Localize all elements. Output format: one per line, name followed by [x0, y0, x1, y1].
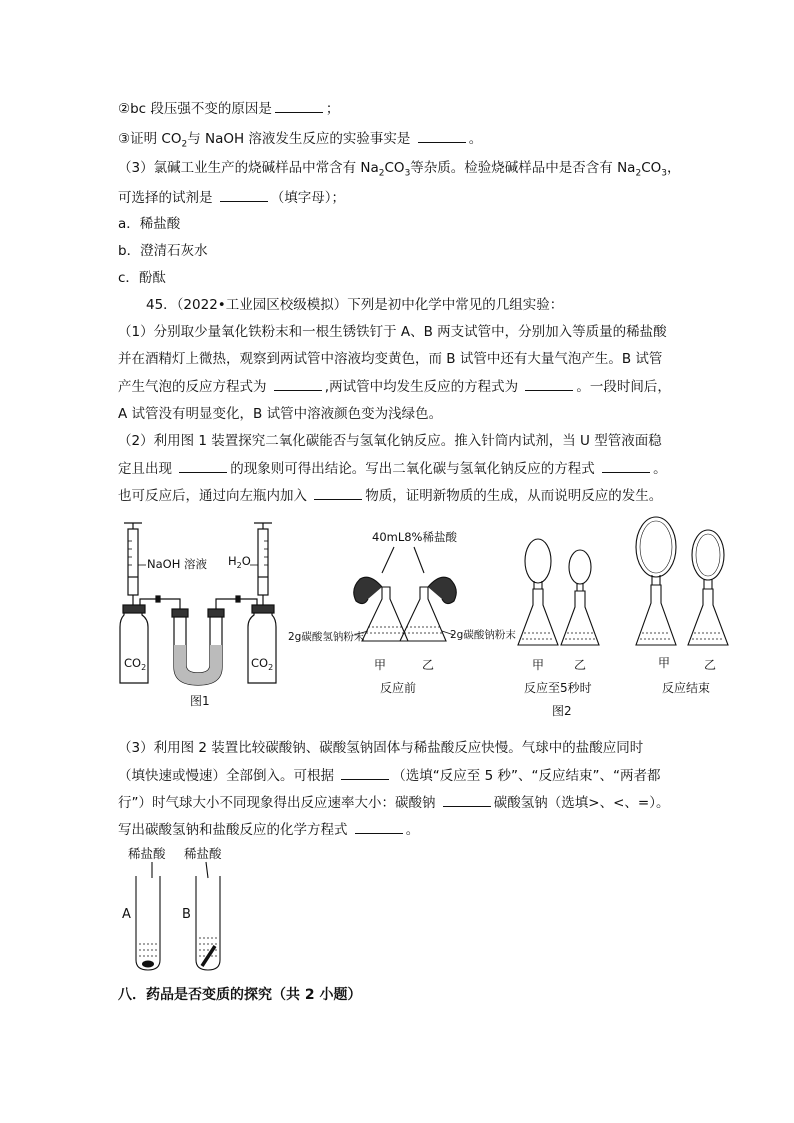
co2-left-label: $CO_2$ — [124, 656, 147, 672]
text: 也可反应后，通过向左瓶内加入 — [118, 488, 307, 504]
figure-2-apparatus — [286, 515, 736, 725]
answer-blank[interactable] — [602, 458, 650, 473]
text: ； — [325, 101, 340, 117]
right-co2-bottle — [248, 610, 276, 683]
subscript: 2 — [181, 139, 188, 150]
text: 碳酸氢钠（选填>、<、=）。 — [493, 795, 670, 811]
text: 等杂质。检验烧碱样品中是否含有 Na — [410, 160, 636, 176]
text: ②bc 段压强不变的原因是 — [118, 101, 272, 117]
label-b: B — [182, 907, 191, 922]
flask-jia-end — [636, 585, 676, 645]
balloon-yi-drooping — [428, 577, 456, 603]
right-powder-label: 2g碳酸钠粉末 — [450, 629, 516, 641]
left-powder-label: 2g碳酸氢钠粉末 — [288, 631, 365, 643]
iron-oxide-powder — [142, 961, 154, 968]
caption-before: 反应前 — [380, 681, 417, 695]
text: 。 — [468, 131, 483, 147]
text: （选填“反应至 5 秒”、“反应结束”、“两者都 — [392, 768, 661, 784]
option-b: b．澄清石灰水 — [118, 243, 208, 259]
yi-label-1: 乙 — [422, 658, 435, 672]
option-a: a．稀盐酸 — [118, 216, 181, 232]
p1-line2: 并在酒精灯上微热，观察到两试管中溶液均变黄色，而 B 试管中还有大量气泡产生。B 试管 — [118, 351, 663, 367]
yi-label-3: 乙 — [704, 658, 717, 672]
line-reagent — [118, 187, 345, 208]
p2-line3 — [118, 485, 662, 506]
answer-blank[interactable] — [443, 792, 491, 807]
p3-line4 — [118, 819, 419, 840]
question-45-title: 45．（2022•工业园区校级模拟）下列是初中化学中常见的几组实验： — [146, 297, 564, 313]
co2-right-label: $CO_2$ — [251, 656, 274, 672]
text: （填快速或慢速）全部倒入。可根据 — [118, 768, 334, 784]
p2-line2 — [118, 458, 667, 479]
flask-yi-end — [688, 589, 728, 645]
balloon-yi-5s — [569, 550, 591, 584]
text: 定且出现 — [118, 461, 172, 477]
figure-3-test-tubes — [118, 842, 258, 977]
answer-blank[interactable] — [314, 485, 362, 500]
p1-line3 — [118, 376, 671, 397]
subscript: 2 — [378, 168, 385, 179]
yi-label-2: 乙 — [574, 658, 587, 672]
text: 行”）时气球大小不同现象得出反应速率大小：碳酸钠 — [118, 795, 436, 811]
text: ③证明 CO — [118, 131, 182, 147]
text: 与 NaOH 溶液发生反应的实验事实是 — [187, 131, 411, 147]
text: ,两试管中均发生反应的方程式为 — [324, 379, 519, 395]
balloon-jia-end — [636, 517, 676, 577]
label-a: A — [122, 907, 131, 922]
text: CO — [641, 160, 662, 176]
p2-line1: （2）利用图 1 装置探究二氧化碳能否与氢氧化钠反应。推入针筒内试剂，当 U 型管液面稳 — [118, 433, 662, 449]
text: 。 — [653, 461, 667, 477]
text: （填字母）； — [270, 190, 346, 206]
balloon-yi-end — [692, 530, 724, 580]
flask-jia-5s — [518, 589, 558, 645]
subscript: 2 — [635, 168, 642, 179]
caption-end: 反应结束 — [662, 681, 711, 695]
section-8-heading: 八．药品是否变质的探究（共 2 小题） — [118, 987, 362, 1003]
figure-1-caption: 图1 — [190, 694, 210, 708]
acid-label-b: 稀盐酸 — [184, 846, 222, 861]
h2o-label: $H_2O$ — [228, 554, 251, 570]
jia-label-1: 甲 — [374, 658, 387, 672]
answer-blank[interactable] — [220, 187, 268, 202]
subscript: 3 — [404, 168, 411, 179]
naoh-label: NaOH 溶液 — [147, 557, 208, 571]
figure-2-caption: 图2 — [552, 704, 572, 718]
p3-line1: （3）利用图 2 装置比较碳酸钠、碳酸氢钠固体与稀盐酸反应快慢。气球中的盐酸应同时 — [118, 740, 644, 756]
text: 。 — [405, 822, 420, 838]
line-bc-pressure — [118, 98, 339, 119]
balloon-jia-drooping — [354, 577, 382, 603]
answer-blank[interactable] — [179, 458, 227, 473]
jia-label-2: 甲 — [532, 658, 545, 672]
answer-blank[interactable] — [525, 376, 573, 391]
text: 的现象则可得出结论。写出二氧化碳与氢氧化钠反应的方程式 — [230, 461, 595, 477]
text: 物质，证明新物质的生成，从而说明反应的发生。 — [365, 488, 663, 504]
p1-line1: （1）分别取少量氧化铁粉末和一根生锈铁钉于 A、B 两支试管中，分别加入等质量的稀盐酸 — [118, 324, 667, 340]
acid-label: 40mL8%稀盐酸 — [372, 530, 457, 544]
text: 写出碳酸氢钠和盐酸反应的化学方程式 — [118, 822, 348, 838]
answer-blank[interactable] — [341, 765, 389, 780]
text: （3）氯碱工业生产的烧碱样品中常含有 Na — [118, 160, 379, 176]
p3-line2 — [118, 765, 660, 786]
acid-label-a: 稀盐酸 — [128, 846, 166, 861]
text: 产生气泡的反应方程式为 — [118, 379, 267, 395]
figure-1-apparatus — [112, 515, 282, 710]
balloon-jia-5s — [525, 539, 551, 583]
text: 。一段时间后， — [576, 379, 671, 395]
right-syringe — [258, 529, 268, 595]
answer-blank[interactable] — [275, 98, 323, 113]
subscript: 3 — [661, 168, 667, 179]
text: CO — [384, 160, 405, 176]
p3-line3 — [118, 792, 669, 813]
answer-blank[interactable] — [274, 376, 322, 391]
text: ， — [667, 160, 681, 176]
flask-yi-5s — [561, 591, 599, 645]
line-prove-co2 — [118, 128, 482, 155]
answer-blank[interactable] — [355, 819, 403, 834]
left-syringe — [128, 529, 138, 595]
p1-line4: A 试管没有明显变化，B 试管中溶液颜色变为浅绿色。 — [118, 406, 443, 422]
caption-5s: 反应至5秒时 — [524, 681, 592, 695]
text: 可选择的试剂是 — [118, 190, 213, 206]
line-q3 — [118, 158, 681, 184]
option-c: c．酚酞 — [118, 270, 166, 286]
jia-label-3: 甲 — [658, 656, 671, 670]
left-co2-bottle — [120, 610, 148, 683]
answer-blank[interactable] — [418, 128, 466, 143]
